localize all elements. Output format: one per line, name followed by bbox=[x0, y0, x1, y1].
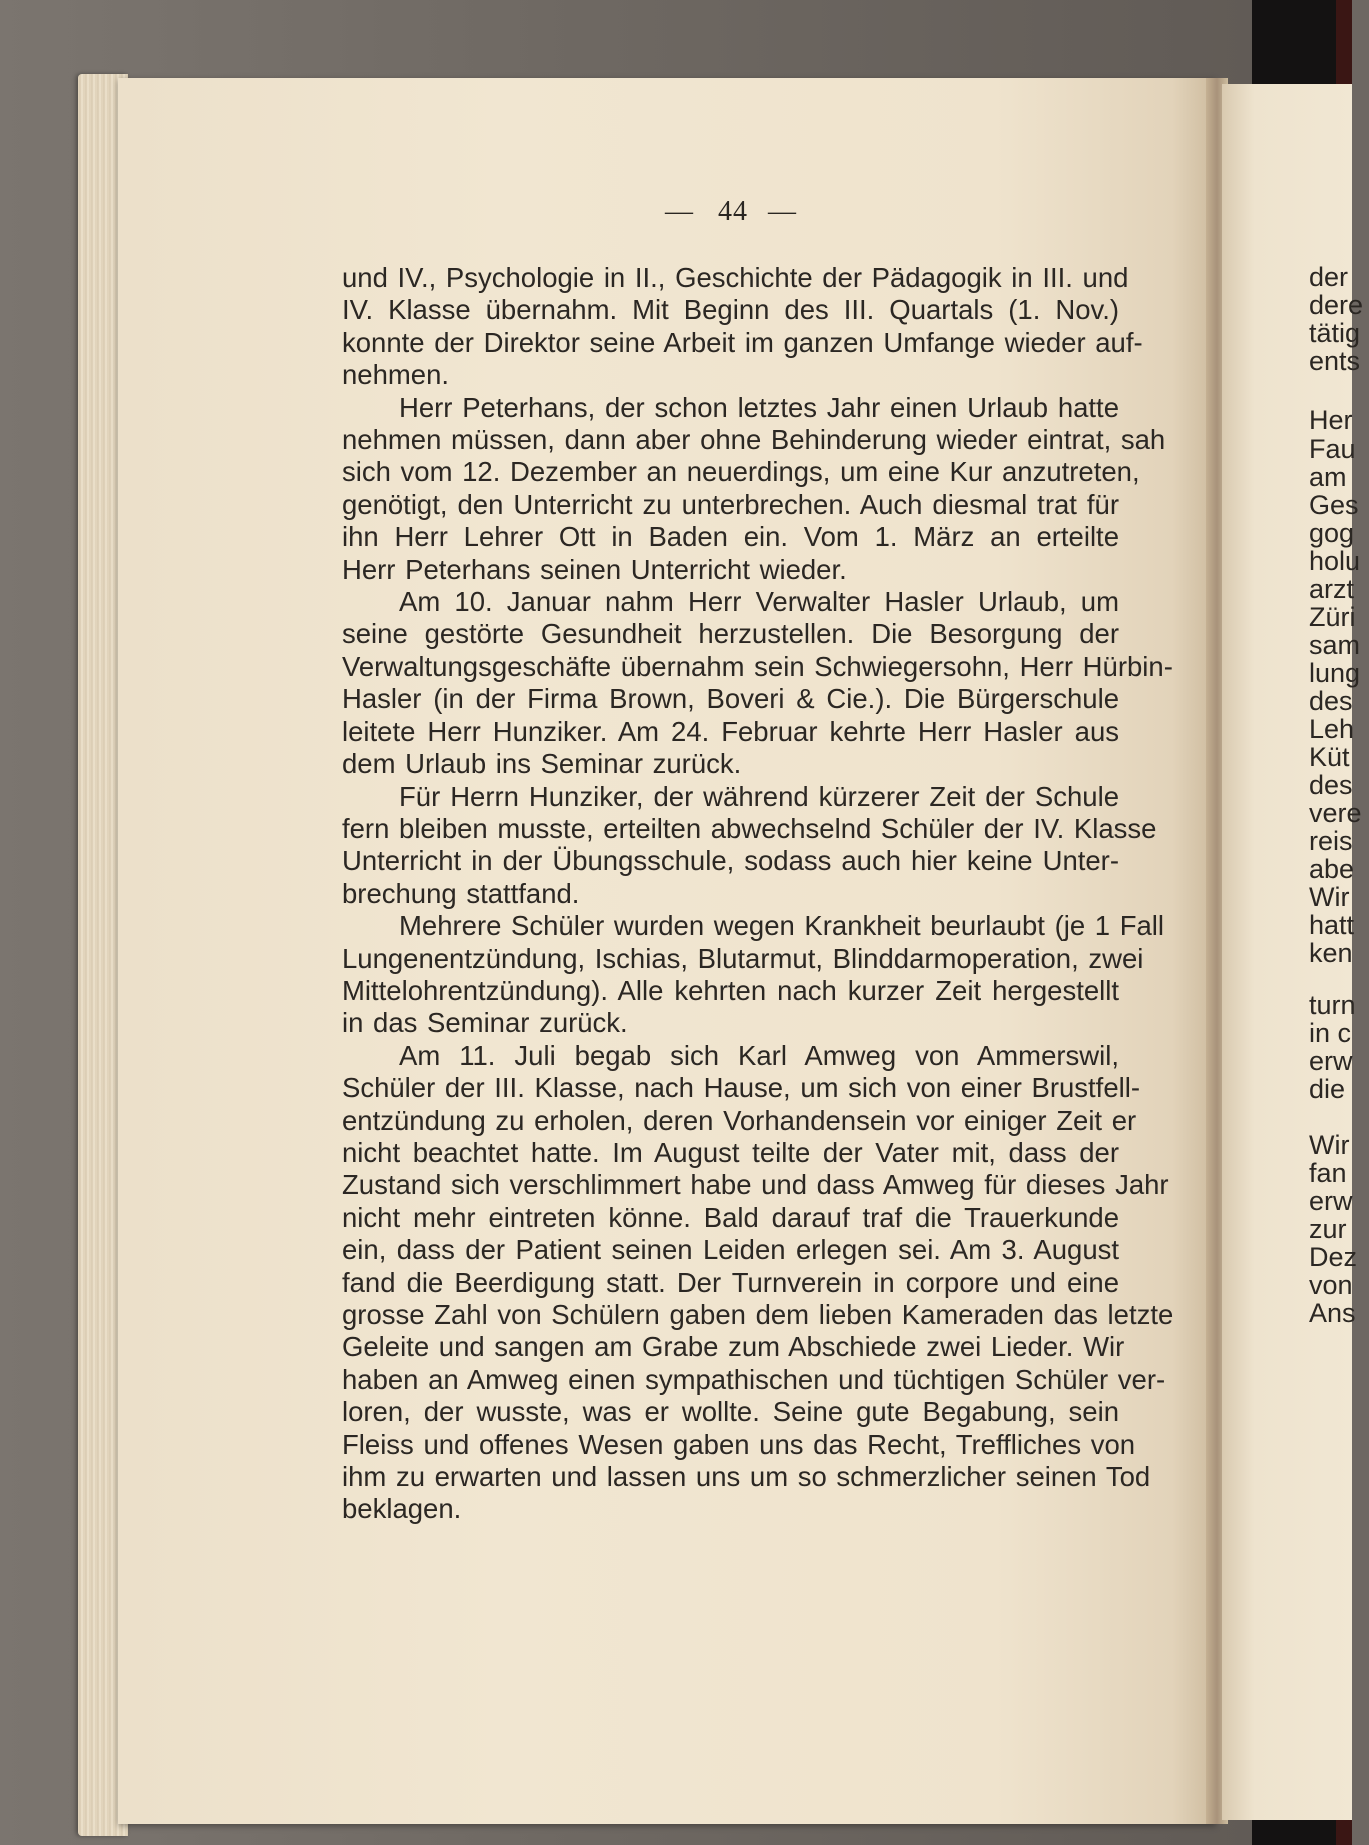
right-page-word: ken bbox=[1309, 938, 1353, 968]
text-line: beklagen. bbox=[342, 1493, 462, 1525]
right-page-word: turn bbox=[1309, 990, 1356, 1020]
text-line: und IV., Psychologie in II., Geschichte der Pädagogik in III. und bbox=[342, 262, 1129, 293]
right-page-word: zur bbox=[1309, 1214, 1347, 1244]
text-line: ein, dass der Patient seinen Leiden erlegen sei. Am 3. August bbox=[342, 1234, 1119, 1266]
right-page-word: tätig bbox=[1309, 318, 1361, 348]
right-page-word: Leh bbox=[1309, 714, 1355, 744]
text-line: nicht mehr eintreten könne. Bald darauf traf die Trauerkunde bbox=[342, 1201, 1119, 1233]
right-page-word: erw bbox=[1309, 1046, 1353, 1076]
right-page-word: der bbox=[1309, 262, 1349, 292]
text-line: Hasler (in der Firma Brown, Boveri & Cie.). Die Bürgerschule bbox=[342, 683, 1119, 715]
text-line: nicht beachtet hatte. Im August teilte der Vater mit, dass der bbox=[342, 1136, 1119, 1168]
right-page-word: fan bbox=[1309, 1158, 1347, 1188]
right-page-fragments bbox=[1309, 0, 1369, 1845]
paragraph bbox=[342, 391, 1166, 586]
text-line: Schüler der III. Klasse, nach Hause, um sich von einer Brustfell- bbox=[342, 1072, 1140, 1104]
text-line: fern bleiben musste, erteilten abwechselnd Schüler der IV. Klasse bbox=[342, 812, 1157, 844]
right-page-word: hatt bbox=[1309, 910, 1355, 940]
text-line: Geleite und sangen am Grabe zum Abschiede zwei Lieder. Wir bbox=[342, 1331, 1125, 1363]
body-text bbox=[342, 262, 1174, 1526]
text-line: Unterricht in der Übungsschule, sodass auch hier keine Unter- bbox=[342, 845, 1119, 877]
right-page-word: von bbox=[1309, 1270, 1353, 1300]
paragraph bbox=[342, 586, 1173, 780]
right-page-word: Fau bbox=[1309, 434, 1356, 464]
text-line: Zustand sich verschlimmert habe und dass Amweg für dieses Jahr bbox=[342, 1169, 1169, 1201]
header-dash-right: — bbox=[768, 196, 797, 227]
text-line: fand die Beerdigung statt. Der Turnverein in corpore und eine bbox=[342, 1266, 1119, 1298]
text-line: loren, der wusste, was er wollte. Seine gute Begabung, sein bbox=[342, 1396, 1119, 1428]
text-line: nehmen müssen, dann aber ohne Behinderung wieder eintrat, sah bbox=[342, 424, 1166, 456]
right-page-word: des bbox=[1309, 770, 1353, 800]
right-page-word: des bbox=[1309, 686, 1353, 716]
text-line: seine gestörte Gesundheit herzustellen. Die Besorgung der bbox=[342, 618, 1119, 650]
text-line: brechung stattfand. bbox=[342, 877, 580, 909]
right-page-word: vere bbox=[1309, 798, 1362, 828]
text-line: Verwaltungsgeschäfte übernahm sein Schwiegersohn, Herr Hürbin- bbox=[342, 650, 1173, 682]
page-number: 44 bbox=[718, 196, 748, 227]
right-page-word: reis bbox=[1309, 826, 1353, 856]
right-page-word: Wir bbox=[1309, 882, 1350, 912]
text-line: Für Herrn Hunziker, der während kürzerer Zeit der Schule bbox=[399, 780, 1119, 812]
right-page-word: sam bbox=[1309, 630, 1361, 660]
paragraph bbox=[342, 1039, 1174, 1526]
right-page-word: erw bbox=[1309, 1186, 1353, 1216]
paragraph bbox=[342, 262, 1143, 392]
text-line: nehmen. bbox=[342, 359, 450, 391]
right-page-word: arzt bbox=[1309, 574, 1355, 604]
text-line: in das Seminar zurück. bbox=[342, 1007, 628, 1039]
header-dash-left: — bbox=[665, 196, 694, 227]
right-page-word: Küt bbox=[1309, 742, 1350, 772]
right-page-word: Züri bbox=[1309, 602, 1356, 632]
right-page-word: lung bbox=[1309, 658, 1361, 688]
text-line: dem Urlaub ins Seminar zurück. bbox=[342, 748, 742, 780]
text-line: Lungenentzündung, Ischias, Blutarmut, Blinddarmoperation, zwei bbox=[342, 942, 1144, 974]
text-line: grosse Zahl von Schülern gaben dem lieben Kameraden das letzte bbox=[342, 1299, 1174, 1330]
paragraph bbox=[342, 910, 1165, 1040]
right-page-word: in c bbox=[1309, 1018, 1352, 1048]
right-page-word: gog bbox=[1309, 518, 1355, 548]
right-page-word: Dez bbox=[1309, 1242, 1358, 1272]
right-page-word: ents bbox=[1309, 346, 1361, 376]
text-line: sich vom 12. Dezember an neuerdings, um eine Kur anzutreten, bbox=[342, 456, 1140, 488]
right-page-word: Ges bbox=[1309, 490, 1359, 520]
text-line: haben an Amweg einen sympathischen und tüchtigen Schüler ver- bbox=[342, 1363, 1166, 1395]
text-line: genötigt, den Unterricht zu unterbrechen. Auch diesmal trat für bbox=[342, 488, 1119, 520]
right-page-word: abe bbox=[1309, 854, 1355, 884]
right-page-word: am bbox=[1309, 462, 1347, 492]
text-line: Fleiss und offenes Wesen gaben uns das Recht, Treffliches von bbox=[342, 1428, 1136, 1460]
text-line: Am 11. Juli begab sich Karl Amweg von Ammerswil, bbox=[399, 1039, 1119, 1071]
text-line: konnte der Direktor seine Arbeit im ganzen Umfange wieder auf- bbox=[342, 326, 1143, 358]
text-line: IV. Klasse übernahm. Mit Beginn des III. Quartals (1. Nov.) bbox=[342, 294, 1119, 326]
right-page-word: Ans bbox=[1309, 1298, 1356, 1328]
right-page-word: Wir bbox=[1309, 1130, 1350, 1160]
text-line: Mehrere Schüler wurden wegen Krankheit beurlaubt (je 1 Fall bbox=[399, 910, 1165, 942]
right-page-word: holu bbox=[1309, 546, 1361, 576]
text-line: Mittelohrentzündung). Alle kehrten nach kurzer Zeit hergestellt bbox=[342, 974, 1119, 1006]
text-line: Herr Peterhans seinen Unterricht wieder. bbox=[342, 553, 847, 585]
paragraph bbox=[342, 780, 1157, 911]
text-line: ihn Herr Lehrer Ott in Baden ein. Vom 1. März an erteilte bbox=[342, 521, 1119, 553]
text-line: Herr Peterhans, der schon letztes Jahr einen Urlaub hatte bbox=[399, 391, 1119, 423]
right-page-word: Her bbox=[1309, 405, 1353, 435]
right-page-word: die bbox=[1309, 1074, 1346, 1104]
text-line: leitete Herr Hunziker. Am 24. Februar kehrte Herr Hasler aus bbox=[342, 715, 1119, 747]
text-line: Am 10. Januar nahm Herr Verwalter Hasler Urlaub, um bbox=[399, 586, 1119, 618]
text-line: ihm zu erwarten und lassen uns um so schmerzlicher seinen Tod bbox=[342, 1461, 1151, 1493]
text-line: entzündung zu erholen, deren Vorhandensein vor einiger Zeit er bbox=[342, 1104, 1137, 1136]
right-page-word: dere bbox=[1309, 290, 1364, 320]
